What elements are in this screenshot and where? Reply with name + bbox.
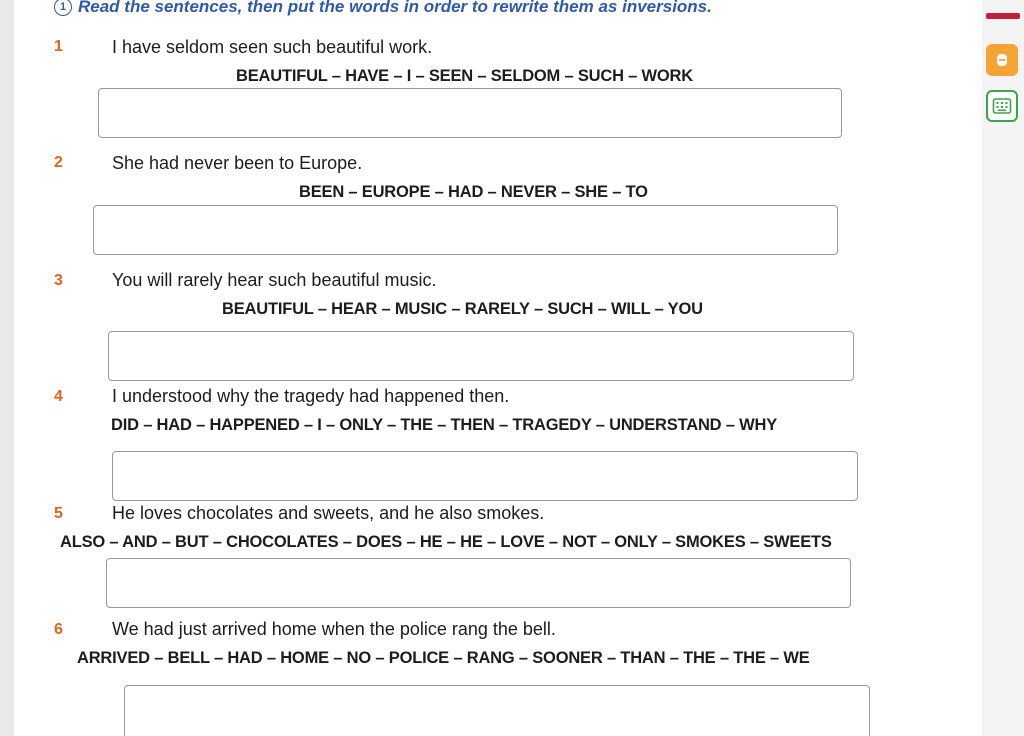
worksheet-page [14, 0, 982, 736]
question-2-sentence: She had never been to Europe. [112, 153, 363, 173]
question-5-number: 5 [54, 505, 63, 522]
question-1-answer-box[interactable] [98, 88, 842, 138]
question-6-answer-box[interactable] [124, 685, 870, 736]
question-5-sentence: He loves chocolates and sweets, and he also smokes. [112, 503, 545, 523]
highlighter-tool-button[interactable] [986, 44, 1018, 76]
question-3-answer-box[interactable] [108, 331, 854, 381]
question-6-number: 6 [54, 621, 63, 638]
keyboard-tool-icon [992, 97, 1012, 115]
question-4-sentence: I understood why the tragedy had happened then. [112, 386, 510, 406]
question-4-words: DID – HAD – HAPPENED – I – ONLY – THE – THEN – TRAGEDY – UNDERSTAND – WHY [111, 416, 778, 434]
tab-marker-icon[interactable] [986, 13, 1020, 19]
instruction-number: 1 [54, 0, 72, 16]
question-1-number: 1 [54, 38, 63, 55]
question-2-number: 2 [54, 154, 63, 171]
question-6-sentence: We had just arrived home when the police rang the bell. [112, 619, 556, 639]
question-6-words: ARRIVED – BELL – HAD – HOME – NO – POLICE – RANG – SOONER – THAN – THE – THE – WE [77, 649, 810, 667]
question-4-number: 4 [54, 388, 63, 405]
question-5-answer-box[interactable] [106, 558, 851, 608]
highlighter-tool-icon [993, 51, 1011, 69]
instruction-line [54, 0, 712, 17]
question-3-number: 3 [54, 272, 63, 289]
question-4-answer-box[interactable] [112, 451, 858, 501]
keyboard-tool-button[interactable] [986, 90, 1018, 122]
instruction-text: Read the sentences, then put the words in order to rewrite them as inversions. [78, 0, 712, 16]
question-2-answer-box[interactable] [93, 205, 838, 255]
question-3-words: BEAUTIFUL – HEAR – MUSIC – RARELY – SUCH – WILL – YOU [222, 300, 703, 318]
question-1-words: BEAUTIFUL – HAVE – I – SEEN – SELDOM – SUCH – WORK [236, 67, 693, 85]
question-1-sentence: I have seldom seen such beautiful work. [112, 37, 433, 57]
question-3-sentence: You will rarely hear such beautiful music. [112, 270, 437, 290]
question-5-words: ALSO – AND – BUT – CHOCOLATES – DOES – HE – HE – LOVE – NOT – ONLY – SMOKES – SWEETS [60, 533, 832, 551]
question-2-words: BEEN – EUROPE – HAD – NEVER – SHE – TO [299, 183, 648, 201]
